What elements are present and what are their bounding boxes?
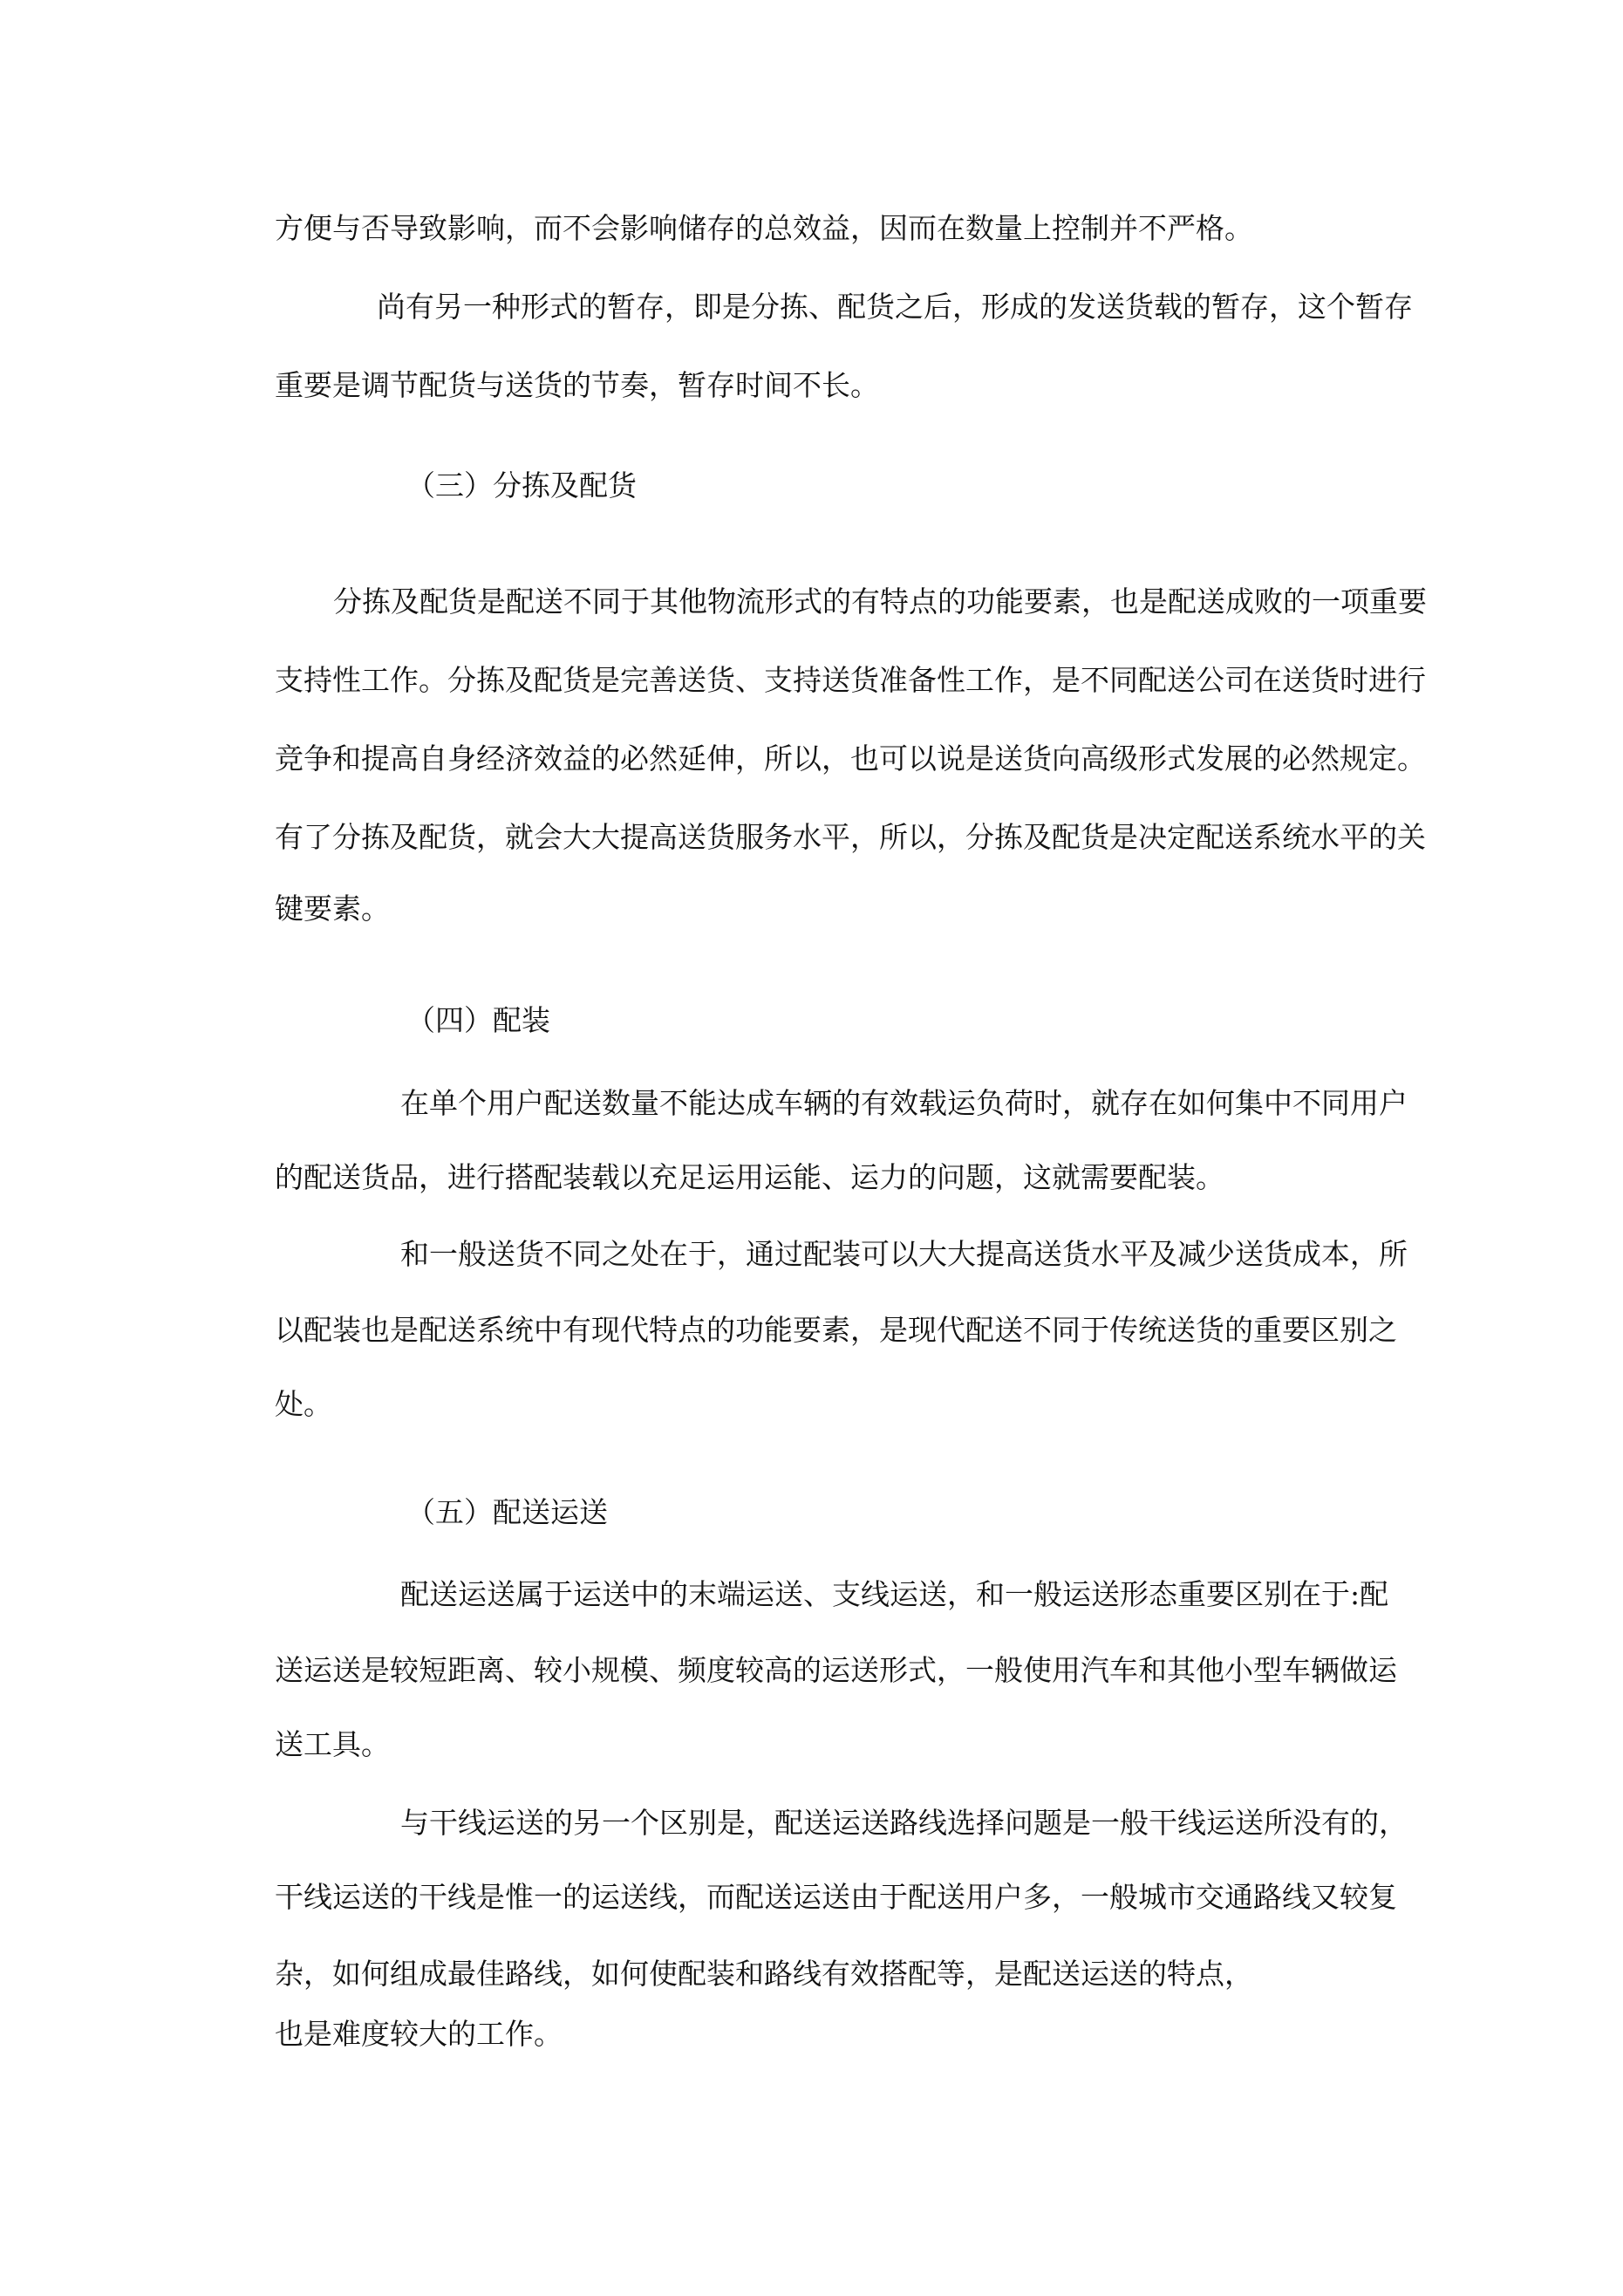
paragraph-line: 支持性工作。分拣及配货是完善送货、支持送货准备性工作，是不同配送公司在送货时进行 — [275, 663, 1426, 697]
paragraph-line: 干线运送的干线是惟一的运送线，而配送运送由于配送用户多，一般城市交通路线又较复 — [275, 1880, 1397, 1914]
section-heading: （五）配送运送 — [406, 1495, 608, 1529]
paragraph-line: 杂，如何组成最佳路线，如何使配装和路线有效搭配等，是配送运送的特点， — [275, 1957, 1253, 1991]
paragraph-line: 以配装也是配送系统中有现代特点的功能要素，是现代配送不同于传统送货的重要区别之 — [275, 1313, 1397, 1347]
paragraph-line: 方便与否导致影响，而不会影响储存的总效益，因而在数量上控制并不严格。 — [275, 211, 1253, 245]
paragraph-line: 的配送货品，进行搭配装载以充足运用运能、运力的问题，这就需要配装。 — [275, 1160, 1224, 1194]
paragraph-line: 竞争和提高自身经济效益的必然延伸，所以，也可以说是送货向高级形式发展的必然规定。 — [275, 741, 1426, 776]
paragraph-line: 尚有另一种形式的暂存，即是分拣、配货之后，形成的发送货载的暂存，这个暂存 — [377, 290, 1413, 324]
paragraph-line: 键要素。 — [275, 892, 390, 926]
paragraph-line: 送运送是较短距离、较小规模、频度较高的运送形式，一般使用汽车和其他小型车辆做运 — [275, 1653, 1397, 1687]
paragraph-line: 在单个用户配送数量不能达成车辆的有效载运负荷时，就存在如何集中不同用户 — [400, 1086, 1408, 1120]
paragraph-line: 重要是调节配货与送货的节奏，暂存时间不长。 — [275, 368, 879, 402]
section-heading: （四）配装 — [406, 1003, 550, 1037]
paragraph-line: 送工具。 — [275, 1727, 390, 1761]
paragraph-line: 分拣及配货是配送不同于其他物流形式的有特点的功能要素，也是配送成败的一项重要 — [333, 584, 1427, 618]
paragraph-line: 处。 — [275, 1387, 332, 1421]
paragraph-line: 与干线运送的另一个区别是，配送运送路线选择问题是一般干线运送所没有的， — [400, 1806, 1408, 1840]
section-heading: （三）分拣及配货 — [406, 468, 637, 502]
paragraph-line: 和一般送货不同之处在于，通过配装可以大大提高送货水平及减少送货成本，所 — [400, 1237, 1408, 1271]
paragraph-line: 有了分拣及配货，就会大大提高送货服务水平，所以，分拣及配货是决定配送系统水平的关 — [275, 820, 1426, 854]
paragraph-line: 也是难度较大的工作。 — [275, 2017, 563, 2051]
paragraph-line: 配送运送属于运送中的末端运送、支线运送，和一般运送形态重要区别在于:配 — [400, 1577, 1389, 1611]
